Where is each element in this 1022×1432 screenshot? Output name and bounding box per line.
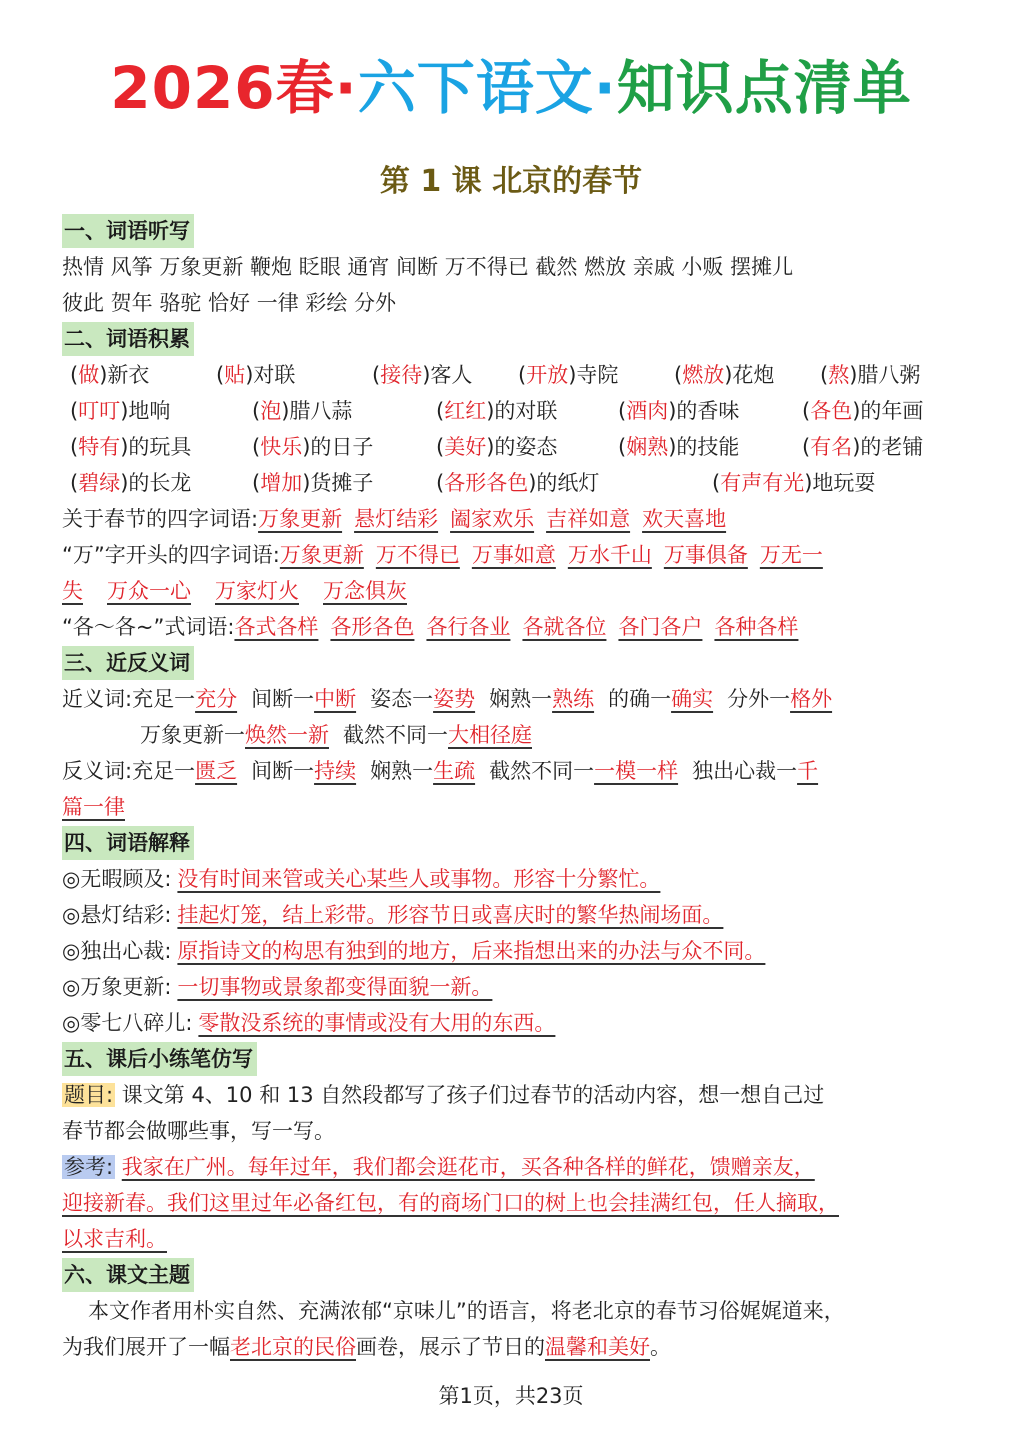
paren: ) xyxy=(281,399,290,423)
antonyms-line-1: 反义词:充足一匮乏 间断一持续 娴熟一生疏 截然不同一一模一样 独出心裁一千 xyxy=(62,759,819,783)
paren: ) xyxy=(668,399,677,423)
definition-term: ◎零七八碎儿: xyxy=(62,1011,193,1035)
spring-idiom: 悬灯结彩 xyxy=(354,507,439,531)
phrase-item xyxy=(252,393,436,429)
spring-idiom: 阖家欢乐 xyxy=(450,507,535,531)
definition-text: 原指诗文的构思有独到的地方，后来指想出来的办法与众不同。 xyxy=(177,939,766,963)
definition-term: ◎无暇顾及: xyxy=(62,867,172,891)
paren: ) xyxy=(99,363,108,387)
definition-text: 没有时间来管或关心某些人或事物。形容十分繁忙。 xyxy=(177,867,661,891)
paren: ( xyxy=(216,363,225,387)
phrase-item xyxy=(802,393,986,429)
title-part-green: 知识点清单 xyxy=(616,54,912,122)
phrase-answer: 增加 xyxy=(260,471,303,495)
content-body xyxy=(62,213,962,1365)
synonym-pair xyxy=(727,687,832,711)
paren: ( xyxy=(712,471,721,495)
reference-line-2: 迎接新春。我们这里过年必备红包，有的商场门口的树上也会挂满红包，任人摘取， xyxy=(62,1191,839,1215)
definition-item xyxy=(62,897,962,933)
antonym-pair xyxy=(251,759,356,783)
definition-text: 挂起灯笼，结上彩带。形容节日或喜庆时的繁华热闹场面。 xyxy=(177,903,724,927)
topic-label: 题目: xyxy=(64,1083,114,1107)
theme-line-2: 为我们展开了一幅老北京的民俗画卷，展示了节日的温馨和美好。 xyxy=(62,1335,671,1359)
paren: ) xyxy=(804,471,813,495)
phrase-item xyxy=(618,429,802,465)
phrase-word: 的玩具 xyxy=(128,435,192,459)
wan-idiom: 万不得已 xyxy=(375,543,460,567)
phrase-answer: 有名 xyxy=(810,435,853,459)
phrase-item xyxy=(674,357,820,393)
paren: ) xyxy=(528,471,537,495)
paren: ( xyxy=(70,435,79,459)
ge-idiom: 各形各色 xyxy=(330,615,415,639)
phrase-item xyxy=(436,393,618,429)
definition-term: ◎万象更新: xyxy=(62,975,172,999)
ge-idiom: 各种各样 xyxy=(714,615,799,639)
answer: 确实 xyxy=(671,687,714,711)
phrase-answer: 碧绿 xyxy=(78,471,121,495)
answer: 匮乏 xyxy=(195,759,238,783)
phrase-item xyxy=(70,393,252,429)
paren: ) xyxy=(486,399,495,423)
paren: ( xyxy=(252,471,261,495)
word: 截然不同一 xyxy=(343,723,448,747)
phrase-answer: 各形各色 xyxy=(444,471,529,495)
title-part-red: 2026春· xyxy=(110,54,358,122)
answer: 一模一样 xyxy=(594,759,679,783)
dictation-line-1: 热情 风筝 万象更新 鞭炮 眨眼 通宵 间断 万不得已 截然 燃放 亲戚 小贩 摆摊儿 xyxy=(62,255,794,279)
phrase-answer: 美好 xyxy=(444,435,487,459)
paren: ) xyxy=(302,435,311,459)
paren: ) xyxy=(724,363,733,387)
antonym-pair xyxy=(489,759,678,783)
phrase-word: 地玩耍 xyxy=(812,471,876,495)
paren: ( xyxy=(70,471,79,495)
phrase-word: 的对联 xyxy=(494,399,558,423)
phrase-word: 货摊子 xyxy=(310,471,374,495)
phrase-item xyxy=(252,429,436,465)
phrase-answer: 有声有光 xyxy=(720,471,805,495)
phrase-item xyxy=(712,465,896,501)
word: 的确一 xyxy=(608,687,672,711)
paren: ) xyxy=(120,435,129,459)
wan-idiom: 万象更新 xyxy=(279,543,364,567)
phrase-item xyxy=(70,429,252,465)
paren: ( xyxy=(802,399,811,423)
synonym-pair xyxy=(140,723,329,747)
phrase-item xyxy=(70,357,216,393)
paren: ) xyxy=(422,363,431,387)
definitions-list xyxy=(62,861,962,1041)
phrase-answer: 熬 xyxy=(828,363,850,387)
phrase-item xyxy=(436,429,618,465)
phrase-answer: 泡 xyxy=(260,399,282,423)
spring-idiom: 万象更新 xyxy=(258,507,343,531)
phrase-answer: 快乐 xyxy=(260,435,303,459)
section-heading-writing: 五、课后小练笔仿写 xyxy=(62,1041,962,1077)
phrase-word: 腊八蒜 xyxy=(289,399,353,423)
word: 独出心裁一 xyxy=(692,759,798,783)
topic-line-1: 题目: 课文第 4、10 和 13 自然段都写了孩子们过春节的活动内容，想一想自己过 xyxy=(64,1083,825,1107)
paren: ) xyxy=(668,435,677,459)
wan-idioms-line-1: “万”字开头的四字词语:万象更新 万不得已 万事如意 万水千山 万事俱备 万无一 xyxy=(62,543,823,567)
phrase-answer: 接待 xyxy=(380,363,423,387)
antonym-pair xyxy=(132,759,237,783)
ge-idiom: 各就各位 xyxy=(522,615,607,639)
answer: 充分 xyxy=(195,687,238,711)
phrase-word: 的技能 xyxy=(676,435,740,459)
wan-idiom: 万事如意 xyxy=(471,543,556,567)
definition-item xyxy=(62,933,962,969)
synonyms-line-2 xyxy=(62,717,962,753)
paren: ) xyxy=(120,471,129,495)
word: 充足一 xyxy=(132,759,196,783)
lesson-title: 第 1 课 北京的春节 xyxy=(379,164,643,199)
word: 娴熟一 xyxy=(370,759,434,783)
phrase-word: 的日子 xyxy=(310,435,374,459)
paren: ( xyxy=(70,399,79,423)
answer: 熟练 xyxy=(552,687,595,711)
section-heading-theme: 六、课文主题 xyxy=(62,1257,962,1293)
phrase-item xyxy=(820,357,966,393)
phrase-word: 的香味 xyxy=(676,399,740,423)
phrase-item xyxy=(252,465,436,501)
paren: ) xyxy=(245,363,254,387)
paren: ) xyxy=(852,435,861,459)
answer: 焕然一新 xyxy=(245,723,329,747)
ge-idioms-line: “各～各~”式词语:各式各样 各形各色 各行各业 各就各位 各门各户 各种各样 xyxy=(62,615,799,639)
wan-idiom: 万众一心 xyxy=(107,579,191,603)
paren: ) xyxy=(852,399,861,423)
answer: 格外 xyxy=(790,687,833,711)
definition-term: ◎悬灯结彩: xyxy=(62,903,172,927)
paren: ( xyxy=(802,435,811,459)
word: 间断一 xyxy=(251,759,315,783)
phrase-word: 对联 xyxy=(253,363,296,387)
ge-idiom: 各式各样 xyxy=(234,615,319,639)
synonyms-line-1: 近义词:充足一充分 间断一中断 姿态一姿势 娴熟一熟练 的确一确实 分外一格外 xyxy=(62,687,833,711)
phrase-item xyxy=(618,393,802,429)
definition-item xyxy=(62,969,962,1005)
antonym-pair xyxy=(370,759,475,783)
phrase-word: 地响 xyxy=(128,399,171,423)
paren: ( xyxy=(436,399,445,423)
definition-text: 零散没系统的事情或没有大用的东西。 xyxy=(198,1011,556,1035)
ge-idiom: 各行各业 xyxy=(426,615,511,639)
phrase-row xyxy=(62,465,962,501)
word: 娴熟一 xyxy=(489,687,553,711)
section-heading-definitions: 四、词语解释 xyxy=(62,825,962,861)
wan-idiom: 万事俱备 xyxy=(663,543,748,567)
answer: 生疏 xyxy=(433,759,476,783)
phrase-row xyxy=(62,357,962,393)
phrase-word: 的年画 xyxy=(860,399,924,423)
spring-idiom: 欢天喜地 xyxy=(642,507,727,531)
paren: ( xyxy=(372,363,381,387)
phrase-word: 客人 xyxy=(430,363,473,387)
paren: ) xyxy=(120,399,129,423)
phrase-item xyxy=(518,357,674,393)
title-part-blue: 六下语文· xyxy=(357,54,617,122)
phrase-word: 的姿态 xyxy=(494,435,558,459)
synonym-pair xyxy=(343,723,532,747)
phrase-collocations xyxy=(62,357,962,501)
word: 姿态一 xyxy=(370,687,434,711)
definition-item xyxy=(62,861,962,897)
wan-idiom: 失 xyxy=(62,579,83,603)
synonym-pair xyxy=(489,687,594,711)
phrase-word: 的长龙 xyxy=(128,471,192,495)
ge-idiom: 各门各户 xyxy=(618,615,703,639)
answer: 姿势 xyxy=(433,687,476,711)
synonym-pair xyxy=(608,687,713,711)
phrase-answer: 各色 xyxy=(810,399,853,423)
phrase-answer: 特有 xyxy=(78,435,121,459)
page-title xyxy=(0,52,1022,124)
phrase-answer: 贴 xyxy=(224,363,246,387)
word: 截然不同一 xyxy=(489,759,595,783)
wan-idiom: 万无一 xyxy=(759,543,823,567)
phrase-word: 新衣 xyxy=(107,363,150,387)
paren: ) xyxy=(849,363,858,387)
paren: ( xyxy=(820,363,829,387)
phrase-item xyxy=(436,465,712,501)
paren: ( xyxy=(70,363,79,387)
paren: ( xyxy=(618,435,627,459)
paren: ( xyxy=(252,435,261,459)
phrase-answer: 做 xyxy=(78,363,100,387)
answer: 中断 xyxy=(314,687,357,711)
phrase-answer: 酒肉 xyxy=(626,399,669,423)
definition-text: 一切事物或景象都变得面貌一新。 xyxy=(177,975,493,999)
section-heading-synonyms: 三、近反义词 xyxy=(62,645,962,681)
phrase-word: 花炮 xyxy=(732,363,775,387)
wan-idiom: 万念俱灰 xyxy=(323,579,407,603)
paren: ( xyxy=(518,363,527,387)
synonym-pair xyxy=(370,687,475,711)
word: 分外一 xyxy=(727,687,791,711)
word: 万象更新一 xyxy=(140,723,245,747)
reference-line-3: 以求吉利。 xyxy=(62,1227,167,1251)
paren: ( xyxy=(618,399,627,423)
antonyms-line-2: 篇一律 xyxy=(62,795,125,819)
spring-idioms-line: 关于春节的四字词语:万象更新 悬灯结彩 阖家欢乐 吉祥如意 欢天喜地 xyxy=(62,507,727,531)
section-heading-dictation: 一、词语听写 xyxy=(62,213,962,249)
paren: ) xyxy=(486,435,495,459)
phrase-item xyxy=(216,357,372,393)
phrase-row xyxy=(62,393,962,429)
word: 间断一 xyxy=(251,687,315,711)
definition-item xyxy=(62,1005,962,1041)
paren: ( xyxy=(674,363,683,387)
answer: 千 xyxy=(797,759,819,783)
phrase-answer: 娴熟 xyxy=(626,435,669,459)
synonym-pair xyxy=(132,687,237,711)
wan-idioms-line-2 xyxy=(62,573,962,609)
wan-idiom: 万水千山 xyxy=(567,543,652,567)
paren: ( xyxy=(252,399,261,423)
section-heading-vocabulary: 二、词语积累 xyxy=(62,321,962,357)
page-number: 第1页，共23页 xyxy=(438,1384,584,1408)
paren: ) xyxy=(568,363,577,387)
antonym-pair xyxy=(692,759,818,783)
phrase-item xyxy=(372,357,518,393)
phrase-word: 的老铺 xyxy=(860,435,924,459)
paren: ) xyxy=(302,471,311,495)
phrase-answer: 燃放 xyxy=(682,363,725,387)
dictation-line-2: 彼此 贺年 骆驼 恰好 一律 彩绘 分外 xyxy=(62,291,397,315)
reference-line-1: 参考: 我家在广州。每年过年，我们都会逛花市，买各种各样的鲜花，馈赠亲友， xyxy=(64,1155,815,1179)
topic-line-2: 春节都会做哪些事，写一写。 xyxy=(62,1119,335,1143)
phrase-answer: 叮叮 xyxy=(78,399,121,423)
phrase-row xyxy=(62,429,962,465)
word: 充足一 xyxy=(132,687,196,711)
phrase-answer: 红红 xyxy=(444,399,487,423)
paren: ( xyxy=(436,471,445,495)
reference-label: 参考: xyxy=(64,1155,114,1179)
phrase-word: 腊八粥 xyxy=(857,363,921,387)
spring-idiom: 吉祥如意 xyxy=(546,507,631,531)
answer: 持续 xyxy=(314,759,357,783)
phrase-word: 寺院 xyxy=(576,363,619,387)
synonym-pair xyxy=(251,687,356,711)
phrase-item xyxy=(802,429,986,465)
phrase-word: 的纸灯 xyxy=(536,471,600,495)
phrase-item xyxy=(70,465,252,501)
theme-line-1: 本文作者用朴实自然、充满浓郁“京味儿”的语言，将老北京的春节习俗娓娓道来， xyxy=(88,1299,845,1323)
definition-term: ◎独出心裁: xyxy=(62,939,172,963)
wan-idiom: 万家灯火 xyxy=(215,579,299,603)
paren: ( xyxy=(436,435,445,459)
phrase-answer: 开放 xyxy=(526,363,569,387)
answer: 大相径庭 xyxy=(448,723,532,747)
